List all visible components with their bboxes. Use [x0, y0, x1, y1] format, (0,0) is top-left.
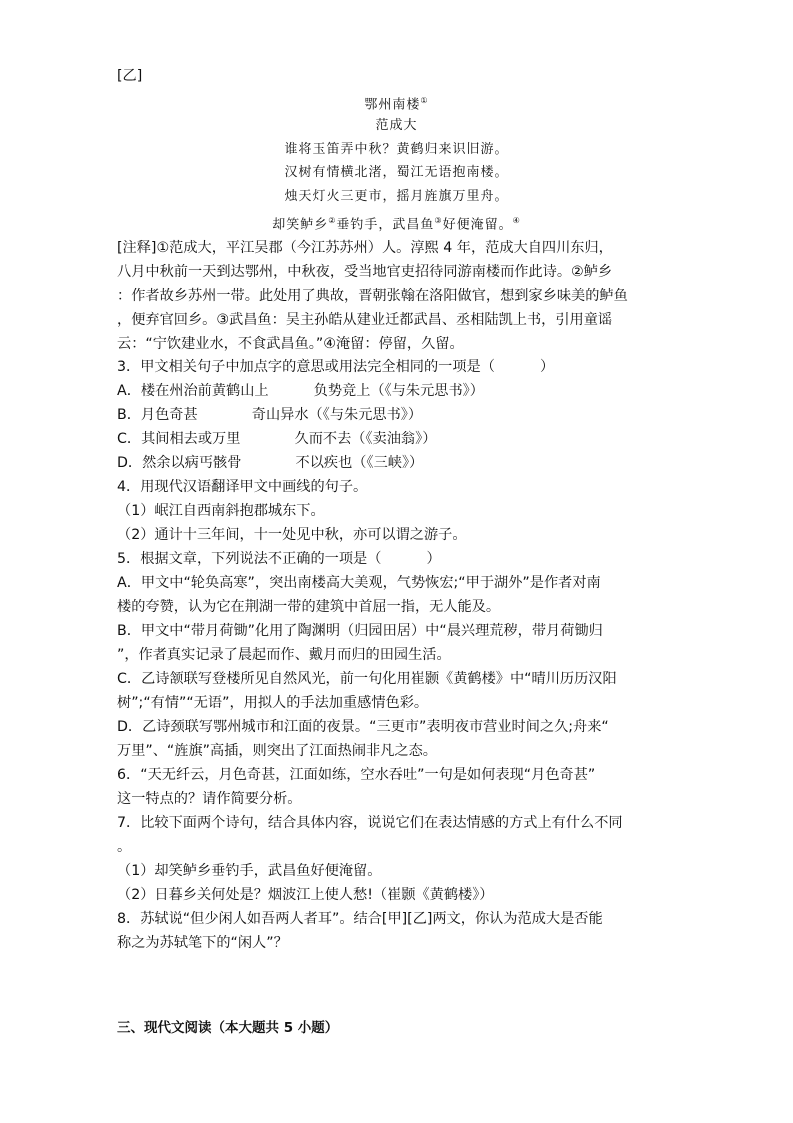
- q3-option-b: B．月色奇甚 奇山异水（《与朱元思书》）: [117, 407, 423, 423]
- poem-author: 范成大: [375, 118, 418, 133]
- poem-note-4: ④: [512, 216, 521, 225]
- q5-option-d-cont: 万里”、“旌旗”高插，则突出了江面热闹非凡之态。: [117, 743, 437, 759]
- label-yi: [乙]: [117, 68, 143, 84]
- note-line: ，便弃官回乡。③武昌鱼：吴主孙皓从建业迁都武昌、丞相陆凯上书，引用童谣: [117, 312, 613, 328]
- question-7-cont: 。: [117, 839, 132, 855]
- poem-line-1: 谁将玉笛弄中秋？黄鹤归来识旧游。: [284, 142, 509, 157]
- question-3: 3．甲文相关句子中加点字的意思或用法完全相同的一项是（ ）: [117, 359, 555, 375]
- poem-note-2: ②: [328, 216, 337, 225]
- q7-item-1: （1）却笑鲈乡垂钓手，武昌鱼好便淹留。: [117, 863, 382, 879]
- note-line: [注释]①范成大，平江吴郡（今江苏苏州）人。淳熙 4 年，范成大自四川东归，: [117, 240, 613, 256]
- q5-option-b: B．甲文中“带月荷锄”化用了陶渊明（归园田居）中“晨兴理荒秽，带月荷锄归: [117, 623, 603, 639]
- note-line: 云：“宁饮建业水，不食武昌鱼。”④淹留：停留，久留。: [117, 336, 464, 352]
- q3-option-d: D．然余以病丐骸骨 不以疾也（《三峡》）: [117, 455, 424, 471]
- poem-line-4-a: 却笑鲈乡: [272, 217, 329, 233]
- q5-option-b-cont: ”，作者真实记录了晨起而作、戴月而归的田园生活。: [117, 647, 451, 663]
- q5-option-a-cont: 楼的夸赞，认为它在荆湖一带的建筑中首屈一指，无人能及。: [117, 599, 501, 615]
- poem-title-text: 鄂州南楼: [364, 97, 421, 113]
- q3-option-c: C．其间相去或万里 久而不去（《卖油翁》）: [117, 431, 437, 447]
- q7-item-2: （2）日暮乡关何处是？烟波江上使人愁!（崔颢《黄鹤楼》）: [117, 887, 494, 903]
- poem-line-4: [0, 212, 793, 234]
- q4-item-1: （1）岷江自西南斜抱郡城东下。: [117, 503, 325, 519]
- q5-option-c: C．乙诗颔联写登楼所见自然风光，前一句化用崔颢《黄鹤楼》中“晴川历历汉阳: [117, 671, 617, 687]
- question-7: 7．比较下面两个诗句，结合具体内容，说说它们在表达情感的方式上有什么不同: [117, 815, 623, 831]
- question-5: 5．根据文章，下列说法不正确的一项是（ ）: [117, 551, 441, 567]
- note-line: 八月中秋前一天到达鄂州，中秋夜，受当地官吏招待同游南楼而作此诗。②鲈乡: [117, 264, 613, 280]
- q5-option-d: D．乙诗颈联写鄂州城市和江面的夜景。“三更市”表明夜市营业时间之久;舟来“: [117, 719, 609, 735]
- question-6-cont: 这一特点的？请作简要分析。: [117, 791, 302, 807]
- poem-title: [0, 92, 793, 114]
- poem-line-4-c: 好便淹留。: [442, 217, 513, 233]
- section-heading: 三、现代文阅读（本大题共 5 小题）: [117, 1020, 339, 1036]
- q5-option-c-cont: 树”;“有情”“无语”，用拟人的手法加重感情色彩。: [117, 695, 429, 711]
- question-8-cont: 称之为苏轼笔下的“闲人”？: [117, 935, 288, 951]
- poem-note-3: ③: [434, 216, 443, 225]
- poem-note-1: ①: [420, 96, 429, 105]
- note-line: ：作者故乡苏州一带。此处用了典故，晋朝张翰在洛阳做官，想到家乡味美的鲈鱼: [117, 288, 628, 304]
- question-4: 4．用现代汉语翻译甲文中画线的句子。: [117, 479, 368, 495]
- poem-line-3: 烛天灯火三更市，摇月旌旗万里舟。: [284, 189, 509, 204]
- question-8: 8．苏轼说“但少闲人如吾两人者耳”。结合[甲][乙]两文，你认为范成大是否能: [117, 911, 603, 927]
- poem-line-4-b: 垂钓手，武昌鱼: [336, 217, 435, 233]
- q4-item-2: （2）通计十三年间，十一处见中秋，亦可以谓之游子。: [117, 527, 467, 543]
- q5-option-a: A．甲文中“轮奂高寒”，突出南楼高大美观，气势恢宏;“甲于湖外”是作者对南: [117, 575, 601, 591]
- question-6: 6．“天无纤云，月色奇甚，江面如练，空水吞吐”一句是如何表现“月色奇甚”: [117, 767, 596, 783]
- poem-line-2: 汉树有情横北渚，蜀江无语抱南楼。: [284, 165, 509, 180]
- q3-option-a: A．楼在州治前黄鹤山上 负势竞上（《与朱元思书》）: [117, 383, 484, 399]
